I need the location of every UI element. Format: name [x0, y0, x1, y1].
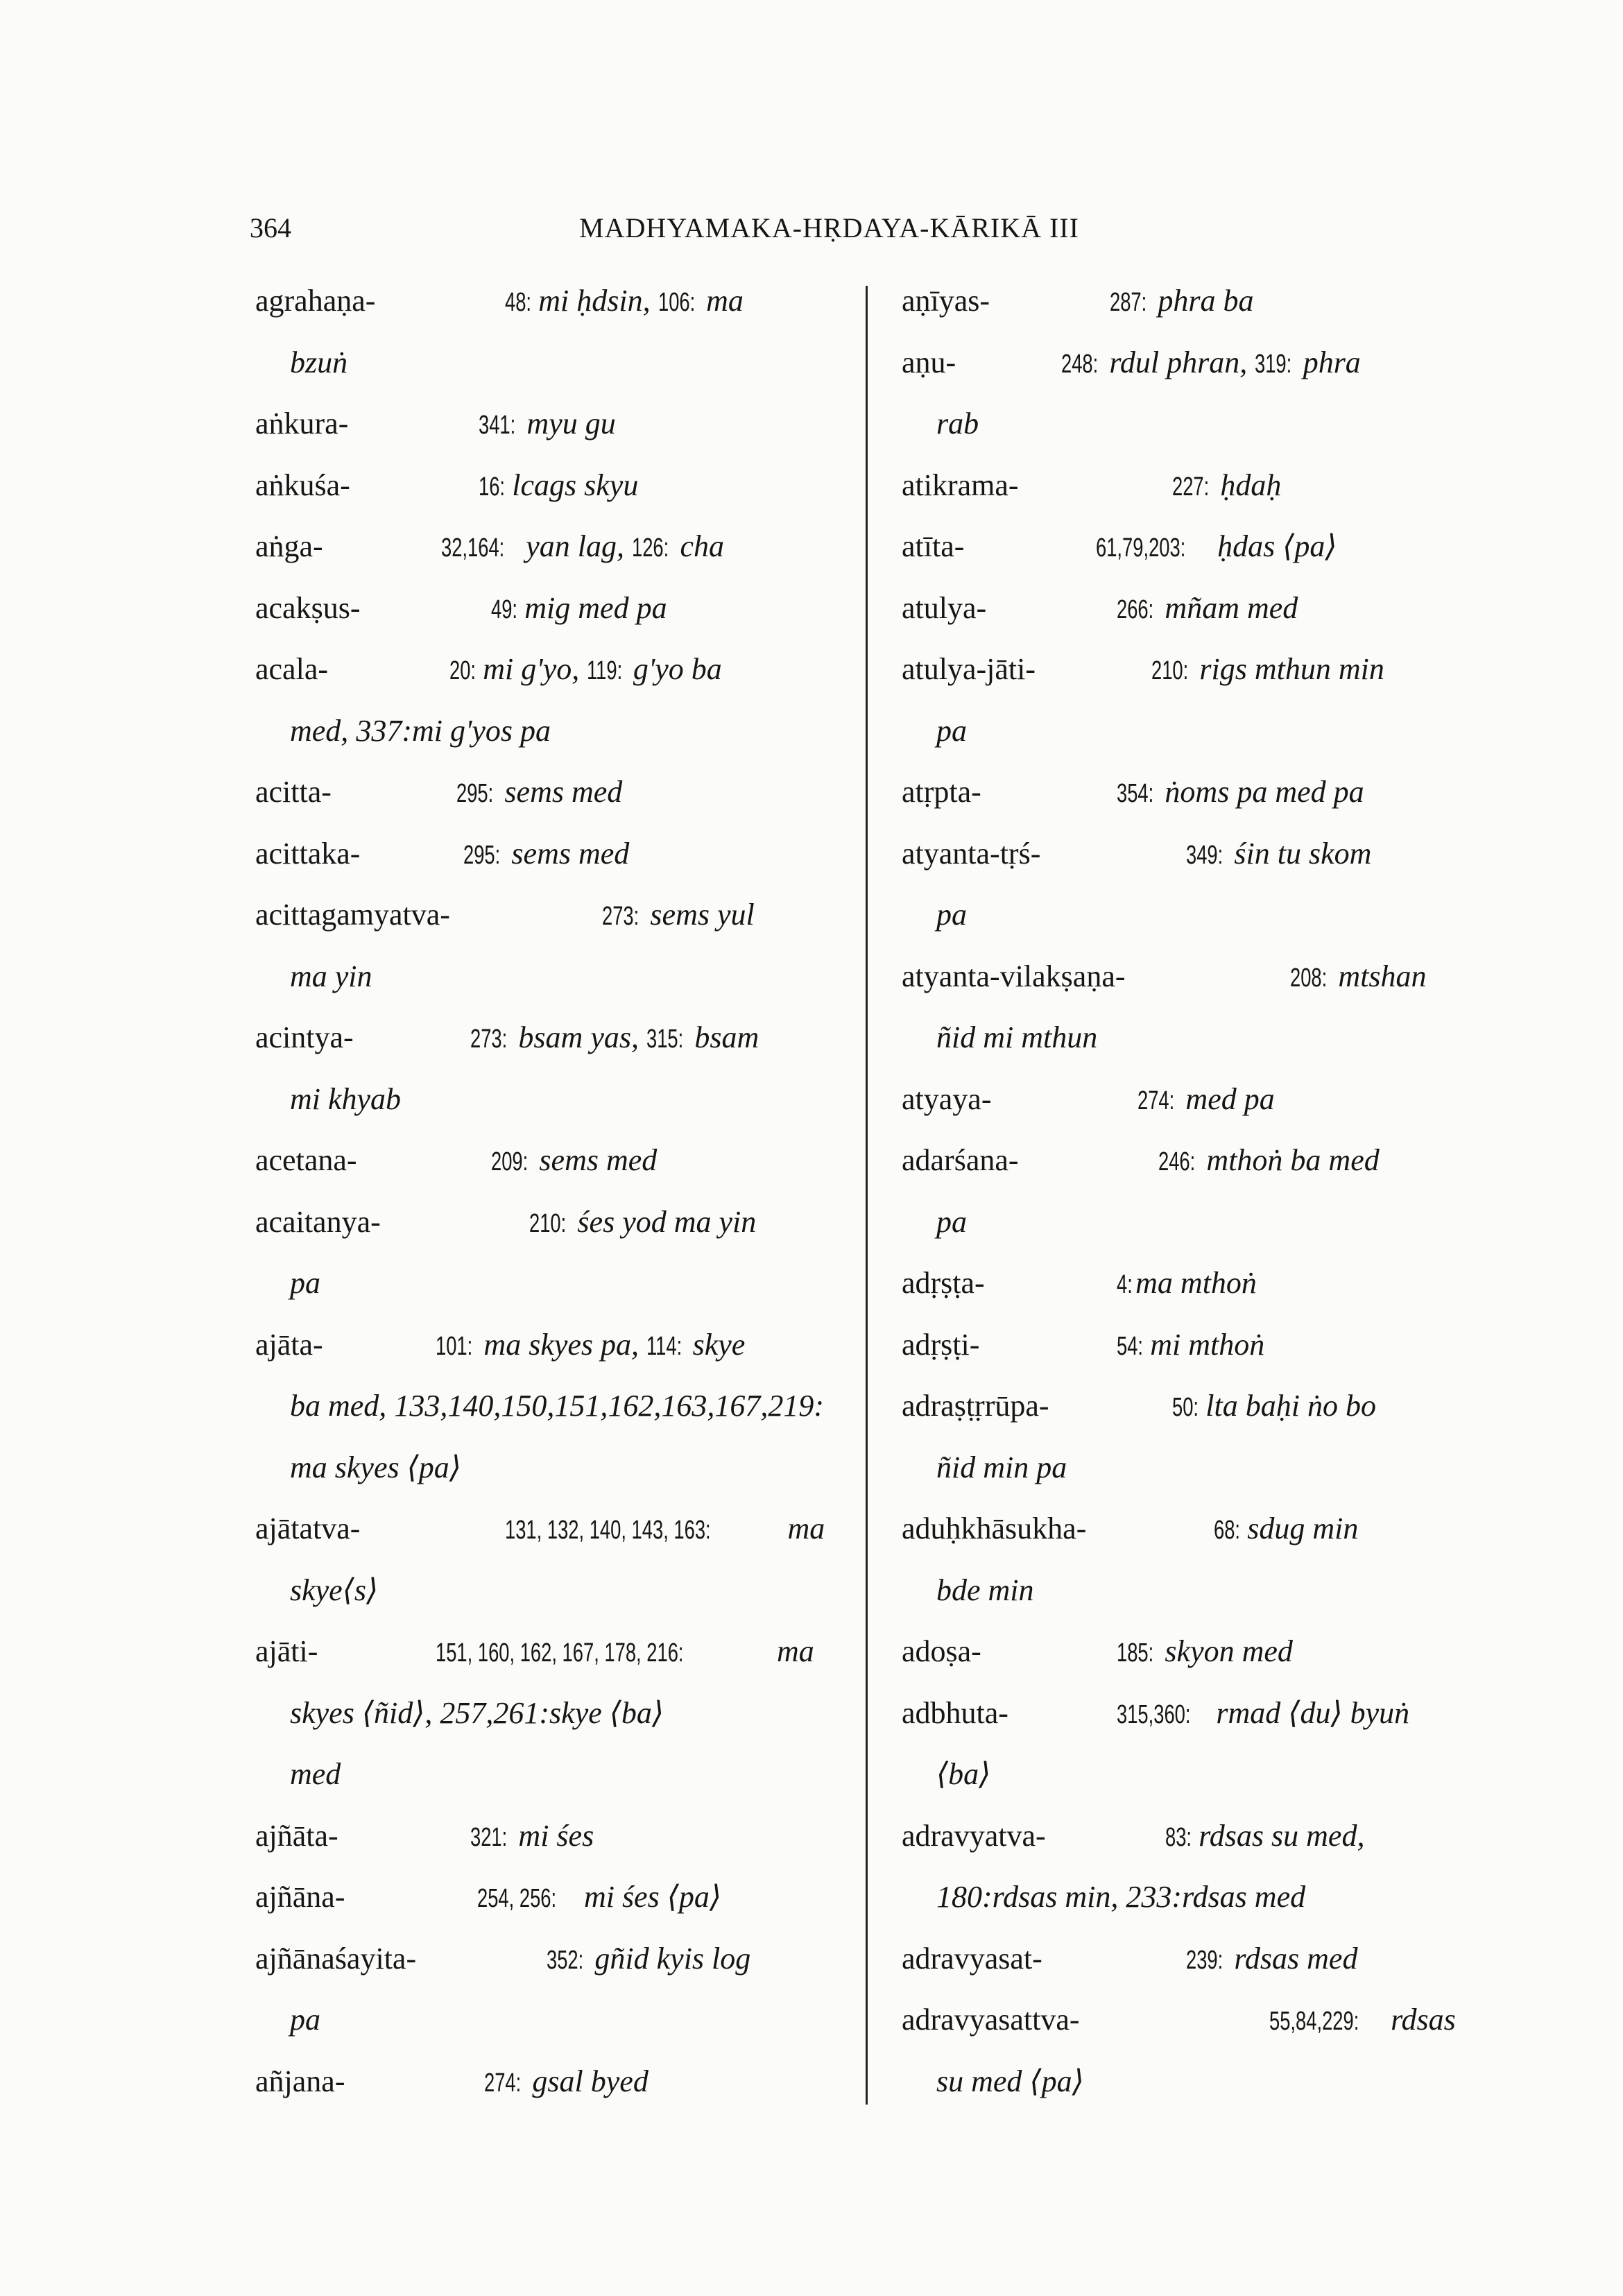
- tibetan-equivalent: 151, 160, 162, 167, 178, 216: ma: [436, 1634, 814, 1668]
- tibetan-equivalent: 185: skyon med: [1117, 1634, 1293, 1668]
- continuation-line: 180:rdsas min, 233:rdsas med: [936, 1880, 1306, 1914]
- index-entry: [902, 1573, 1470, 1634]
- index-entry: [255, 1388, 824, 1450]
- headword: adṛṣṭa-: [902, 1266, 985, 1300]
- index-entry: [902, 1756, 1470, 1818]
- continuation-line: pa: [290, 2003, 320, 2037]
- continuation-line: ⟨ba⟩: [936, 1757, 991, 1791]
- tibetan-equivalent: 55,84,229: rdsas: [1269, 2003, 1456, 2037]
- index-entry: [255, 406, 824, 468]
- headword: adoṣa-: [902, 1634, 981, 1668]
- index-entry: [255, 1818, 824, 1880]
- headword: agrahaṇa-: [255, 284, 376, 318]
- continuation-line: skyes ⟨ñid⟩, 257,261:skye ⟨ba⟩: [290, 1695, 664, 1730]
- index-entry: [255, 1204, 824, 1266]
- index-entry: [902, 468, 1470, 529]
- index-entry: [902, 1634, 1470, 1695]
- tibetan-equivalent: 321: mi śes: [470, 1818, 594, 1853]
- index-entry: [902, 529, 1470, 590]
- continuation-line: ma skyes ⟨pa⟩: [290, 1450, 461, 1484]
- headword: ajātatva-: [255, 1511, 361, 1545]
- tibetan-equivalent: 210: śes yod ma yin: [529, 1204, 757, 1239]
- index-entry: [255, 651, 824, 713]
- headword: atyaya-: [902, 1081, 992, 1116]
- index-entry: [255, 897, 824, 959]
- index-entry: [902, 1818, 1470, 1880]
- tibetan-equivalent: 208: mtshan: [1290, 959, 1427, 993]
- continuation-line: skye⟨s⟩: [290, 1573, 379, 1607]
- tibetan-equivalent: 48: mi ḥdsin, 106: ma: [505, 284, 744, 318]
- index-entry: [255, 959, 824, 1020]
- continuation-line: ma yin: [290, 959, 372, 993]
- index-entry: [902, 1081, 1470, 1143]
- headword: acitta-: [255, 775, 332, 809]
- tibetan-equivalent: 227: ḥdaḥ: [1172, 468, 1282, 502]
- index-entry: [902, 1695, 1470, 1757]
- headword: adravyasat-: [902, 1941, 1042, 1976]
- tibetan-equivalent: 273: bsam yas, 315: bsam: [470, 1020, 759, 1054]
- tibetan-equivalent: 4:ma mthoṅ: [1117, 1266, 1257, 1300]
- index-entry: [255, 529, 824, 590]
- tibetan-equivalent: 352: gñid kyis log: [547, 1941, 751, 1976]
- tibetan-equivalent: 246: mthoṅ ba med: [1158, 1143, 1380, 1177]
- headword: aduḥkhāsukha-: [902, 1511, 1087, 1545]
- headword: acakṣus-: [255, 590, 361, 625]
- tibetan-equivalent: 295: sems med: [456, 775, 623, 809]
- headword: atyanta-vilakṣaṇa-: [902, 959, 1126, 993]
- index-entry: [902, 1142, 1470, 1204]
- index-entry: [902, 1204, 1470, 1266]
- tibetan-equivalent: 315,360: rmad ⟨du⟩ byuṅ: [1117, 1695, 1410, 1730]
- index-entry: [255, 1081, 824, 1143]
- headword: ajāta-: [255, 1327, 323, 1362]
- index-entry: [902, 959, 1470, 1020]
- headword: acetana-: [255, 1143, 357, 1177]
- tibetan-equivalent: 50: lta baḥi ṅo bo: [1172, 1389, 1376, 1423]
- index-entry: [255, 1327, 824, 1389]
- index-entry: [255, 2064, 824, 2125]
- page-number: 364: [250, 212, 291, 243]
- continuation-line: pa: [936, 713, 967, 748]
- index-entry: [902, 1388, 1470, 1450]
- headword: aṅkura-: [255, 406, 349, 440]
- continuation-line: med, 337:mi g'yos pa: [290, 713, 551, 748]
- headword: atulya-: [902, 590, 987, 625]
- headword: aṇīyas-: [902, 284, 990, 318]
- index-entry: [255, 345, 824, 406]
- index-entry: [255, 1265, 824, 1327]
- tibetan-equivalent: 287: phra ba: [1110, 284, 1254, 318]
- tibetan-equivalent: 266: mñam med: [1117, 590, 1298, 625]
- index-entry: [255, 1450, 824, 1511]
- headword: atyanta-tṛś-: [902, 836, 1041, 871]
- index-entry: [902, 651, 1470, 713]
- tibetan-equivalent: 274: med pa: [1137, 1081, 1275, 1116]
- headword: acaitanya-: [255, 1204, 381, 1239]
- index-entry: [902, 1879, 1470, 1941]
- index-entry: [255, 1695, 824, 1757]
- tibetan-equivalent: 210: rigs mthun min: [1151, 652, 1384, 686]
- index-entry: [255, 1511, 824, 1573]
- index-entry: [255, 590, 824, 652]
- index-entry: [902, 1450, 1470, 1511]
- headword: ajñānaśayita-: [255, 1941, 417, 1976]
- index-entry: [255, 836, 824, 898]
- index-entry: [902, 897, 1470, 959]
- headword: acintya-: [255, 1020, 354, 1054]
- index-entry: [255, 2002, 824, 2064]
- tibetan-equivalent: 131, 132, 140, 143, 163: ma: [505, 1511, 825, 1545]
- headword: ajñāna-: [255, 1880, 345, 1914]
- index-entry: [902, 1327, 1470, 1389]
- tibetan-equivalent: 239: rdsas med: [1186, 1941, 1358, 1976]
- tibetan-equivalent: 83: rdsas su med,: [1165, 1818, 1365, 1853]
- headword: acittaka-: [255, 836, 361, 871]
- tibetan-equivalent: 341: myu gu: [479, 406, 616, 440]
- headword: adbhuta-: [902, 1695, 1008, 1730]
- index-entry: [255, 774, 824, 836]
- continuation-line: ba med, 133,140,150,151,162,163,167,219:: [290, 1389, 824, 1423]
- column-divider: [866, 286, 868, 2105]
- tibetan-equivalent: 274: gsal byed: [484, 2064, 649, 2098]
- continuation-line: pa: [290, 1266, 320, 1300]
- headword: ajñāta-: [255, 1818, 338, 1853]
- index-entry: [255, 283, 824, 345]
- index-entry: [255, 1879, 824, 1941]
- index-entry: [902, 1511, 1470, 1573]
- continuation-line: rab: [936, 406, 979, 440]
- headword: adravyasattva-: [902, 2003, 1080, 2037]
- index-entry: [255, 1142, 824, 1204]
- tibetan-equivalent: 295: sems med: [463, 836, 630, 871]
- headword: ajāti-: [255, 1634, 318, 1668]
- headword: adravyatva-: [902, 1818, 1046, 1853]
- index-entry: [902, 1265, 1470, 1327]
- index-entry: [902, 836, 1470, 898]
- tibetan-equivalent: 248: rdul phran, 319: phra: [1061, 345, 1361, 379]
- headword: aṅkuśa-: [255, 468, 350, 502]
- headword: adraṣṭṛrūpa-: [902, 1389, 1049, 1423]
- index-entry: [902, 774, 1470, 836]
- index-entry: [255, 1573, 824, 1634]
- index-entry: [902, 2002, 1470, 2064]
- index-entry: [902, 345, 1470, 406]
- continuation-line: bde min: [936, 1573, 1034, 1607]
- index-entry: [902, 1020, 1470, 1081]
- left-column: [255, 283, 824, 2125]
- tibetan-equivalent: 68: sdug min: [1214, 1511, 1359, 1545]
- continuation-line: ñid mi mthun: [936, 1020, 1098, 1054]
- continuation-line: pa: [936, 898, 967, 932]
- continuation-line: mi khyab: [290, 1081, 402, 1116]
- headword: aṇu-: [902, 345, 956, 379]
- headword: atṛpta-: [902, 775, 981, 809]
- tibetan-equivalent: 16: lcags skyu: [479, 468, 639, 502]
- continuation-line: med: [290, 1757, 341, 1791]
- index-entry: [902, 283, 1470, 345]
- tibetan-equivalent: 61,79,203: ḥdas ⟨pa⟩: [1096, 529, 1337, 563]
- tibetan-equivalent: 254, 256: mi śes ⟨pa⟩: [477, 1880, 722, 1914]
- continuation-line: bzuṅ: [290, 345, 348, 379]
- headword: adarśana-: [902, 1143, 1019, 1177]
- index-entry: [902, 1941, 1470, 2003]
- headword: adṛṣṭi-: [902, 1327, 980, 1362]
- index-entry: [255, 1941, 824, 2003]
- index-entry: [902, 713, 1470, 775]
- index-entry: [255, 713, 824, 775]
- continuation-line: pa: [936, 1204, 967, 1239]
- headword: acala-: [255, 652, 328, 686]
- continuation-line: ñid min pa: [936, 1450, 1067, 1484]
- index-entry: [902, 406, 1470, 468]
- tibetan-equivalent: 20: mi g'yo, 119: g'yo ba: [449, 652, 722, 686]
- index-entry: [255, 1020, 824, 1081]
- tibetan-equivalent: 349: śin tu skom: [1186, 836, 1372, 871]
- headword: aṅga-: [255, 529, 323, 563]
- page-header: [0, 212, 1623, 253]
- headword: añjana-: [255, 2064, 345, 2098]
- index-entry: [255, 1756, 824, 1818]
- headword: atikrama-: [902, 468, 1019, 502]
- index-entry: [902, 590, 1470, 652]
- headword: atulya-jāti-: [902, 652, 1036, 686]
- tibetan-equivalent: 54: mi mthoṅ: [1117, 1327, 1265, 1362]
- headword: acittagamyatva-: [255, 898, 450, 932]
- tibetan-equivalent: 273: sems yul: [602, 898, 755, 932]
- tibetan-equivalent: 209: sems med: [491, 1143, 658, 1177]
- right-column: [902, 283, 1470, 2125]
- tibetan-equivalent: 32,164: yan lag, 126: cha: [441, 529, 724, 563]
- tibetan-equivalent: 354: ṅoms pa med pa: [1117, 775, 1364, 809]
- index-entry: [255, 468, 824, 529]
- headword: atīta-: [902, 529, 965, 563]
- running-head: MADHYAMAKA-HṚDAYA-KĀRIKĀ III: [579, 212, 1079, 243]
- tibetan-equivalent: 49: mig med pa: [491, 590, 667, 625]
- tibetan-equivalent: 101: ma skyes pa, 114: skye: [436, 1327, 746, 1362]
- continuation-line: su med ⟨pa⟩: [936, 2064, 1084, 2098]
- index-entry: [255, 1634, 824, 1695]
- index-entry: [902, 2064, 1470, 2125]
